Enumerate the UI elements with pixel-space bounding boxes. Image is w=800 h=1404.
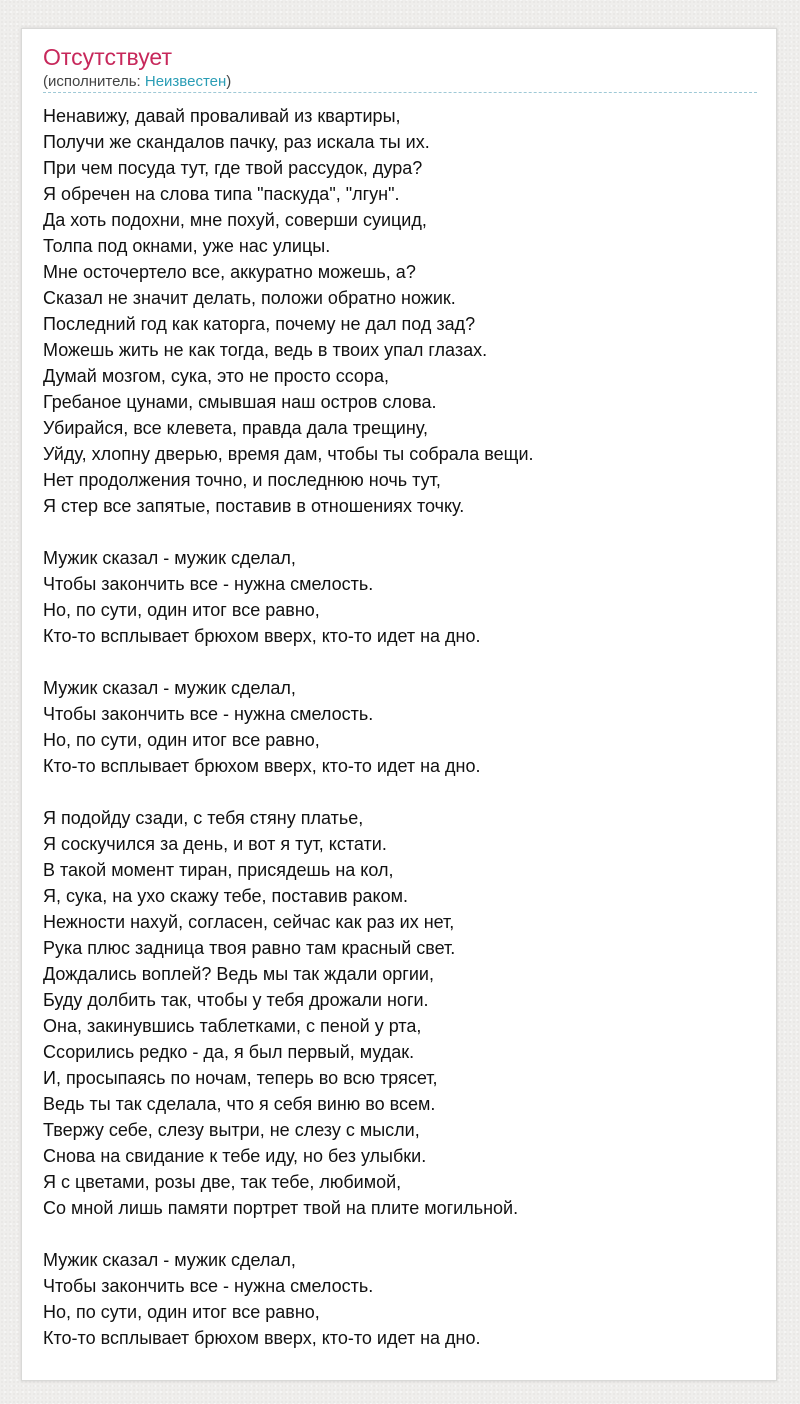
lyric-line: Сказал не значит делать, положи обратно ножик. xyxy=(43,288,456,308)
lyric-line: Уйду, хлопну дверью, время дам, чтобы ты собрала вещи. xyxy=(43,444,534,464)
lyric-line: Чтобы закончить все - нужна смелость. xyxy=(43,1276,374,1296)
lyric-line: Можешь жить не как тогда, ведь в твоих упал глазах. xyxy=(43,340,488,360)
lyric-line: Нет продолжения точно, и последнюю ночь тут, xyxy=(43,470,441,490)
lyric-line: Убирайся, все клевета, правда дала трещину, xyxy=(43,418,428,438)
lyric-line: Мужик сказал - мужик сделал, xyxy=(43,678,296,698)
lyric-line: Я подойду сзади, с тебя стяну платье, xyxy=(43,808,364,828)
lyric-line: Я соскучился за день, и вот я тут, кстати. xyxy=(43,834,387,854)
lyrics-stanza xyxy=(43,1247,763,1351)
lyric-line: Мне осточертело все, аккуратно можешь, а? xyxy=(43,262,416,282)
lyric-line: Буду долбить так, чтобы у тебя дрожали ноги. xyxy=(43,990,429,1010)
lyric-line: Я, сука, на ухо скажу тебе, поставив раком. xyxy=(43,886,409,906)
lyric-line: Я стер все запятые, поставив в отношениях точку. xyxy=(43,496,465,516)
lyrics-stanza xyxy=(43,103,763,519)
lyric-line: Кто-то всплывает брюхом вверх, кто-то идет на дно. xyxy=(43,756,481,776)
lyric-line: Получи же скандалов пачку, раз искала ты их. xyxy=(43,132,430,152)
lyric-line: Я обречен на слова типа "паскуда", "лгун". xyxy=(43,184,400,204)
lyric-line: Думай мозгом, сука, это не просто ссора, xyxy=(43,366,389,386)
lyric-line: Но, по сути, один итог все равно, xyxy=(43,730,320,750)
header-divider xyxy=(43,92,757,93)
lyric-line: Ведь ты так сделала, что я себя виню во всем. xyxy=(43,1094,436,1114)
lyric-line: Но, по сути, один итог все равно, xyxy=(43,600,320,620)
artist-link[interactable]: Неизвестен xyxy=(144,73,227,90)
lyric-line: Кто-то всплывает брюхом вверх, кто-то идет на дно. xyxy=(43,626,481,646)
song-title: Отсутствует xyxy=(43,44,172,70)
lyric-line: Мужик сказал - мужик сделал, xyxy=(43,1250,296,1270)
lyric-line: Мужик сказал - мужик сделал, xyxy=(43,548,296,568)
lyrics-stanza xyxy=(43,805,763,1221)
lyrics-text xyxy=(43,103,763,1351)
lyric-line: Чтобы закончить все - нужна смелость. xyxy=(43,574,374,594)
lyric-line: Но, по сути, один итог все равно, xyxy=(43,1302,320,1322)
lyric-line: И, просыпаясь по ночам, теперь во всю трясет, xyxy=(43,1068,438,1088)
lyric-line: Ненавижу, давай проваливай из квартиры, xyxy=(43,106,401,126)
lyrics-stanza xyxy=(43,545,763,649)
artist-byline xyxy=(43,73,231,91)
byline-suffix: ) xyxy=(226,73,232,90)
lyric-line: Нежности нахуй, согласен, сейчас как раз их нет, xyxy=(43,912,455,932)
lyric-line: Снова на свидание к тебе иду, но без улыбки. xyxy=(43,1146,427,1166)
byline-prefix: (исполнитель: xyxy=(43,73,145,90)
lyric-line: Ссорились редко - да, я был первый, мудак. xyxy=(43,1042,415,1062)
lyric-line: Дождались воплей? Ведь мы так ждали оргии, xyxy=(43,964,434,984)
lyric-line: Да хоть подохни, мне похуй, соверши суицид, xyxy=(43,210,427,230)
lyric-line: Толпа под окнами, уже нас улицы. xyxy=(43,236,331,256)
lyric-line: Рука плюс задница твоя равно там красный свет. xyxy=(43,938,456,958)
lyrics-card xyxy=(21,28,777,1381)
lyric-line: Чтобы закончить все - нужна смелость. xyxy=(43,704,374,724)
lyrics-stanza xyxy=(43,675,763,779)
lyric-line: Кто-то всплывает брюхом вверх, кто-то идет на дно. xyxy=(43,1328,481,1348)
lyric-line: Последний год как каторга, почему не дал под зад? xyxy=(43,314,476,334)
lyric-line: При чем посуда тут, где твой рассудок, дура? xyxy=(43,158,423,178)
lyric-line: В такой момент тиран, присядешь на кол, xyxy=(43,860,394,880)
lyric-line: Со мной лишь памяти портрет твой на плите могильной. xyxy=(43,1198,519,1218)
lyric-line: Она, закинувшись таблетками, с пеной у рта, xyxy=(43,1016,422,1036)
lyric-line: Я с цветами, розы две, так тебе, любимой, xyxy=(43,1172,402,1192)
lyric-line: Гребаное цунами, смывшая наш остров слова. xyxy=(43,392,437,412)
lyric-line: Твержу себе, слезу вытри, не слезу с мысли, xyxy=(43,1120,420,1140)
